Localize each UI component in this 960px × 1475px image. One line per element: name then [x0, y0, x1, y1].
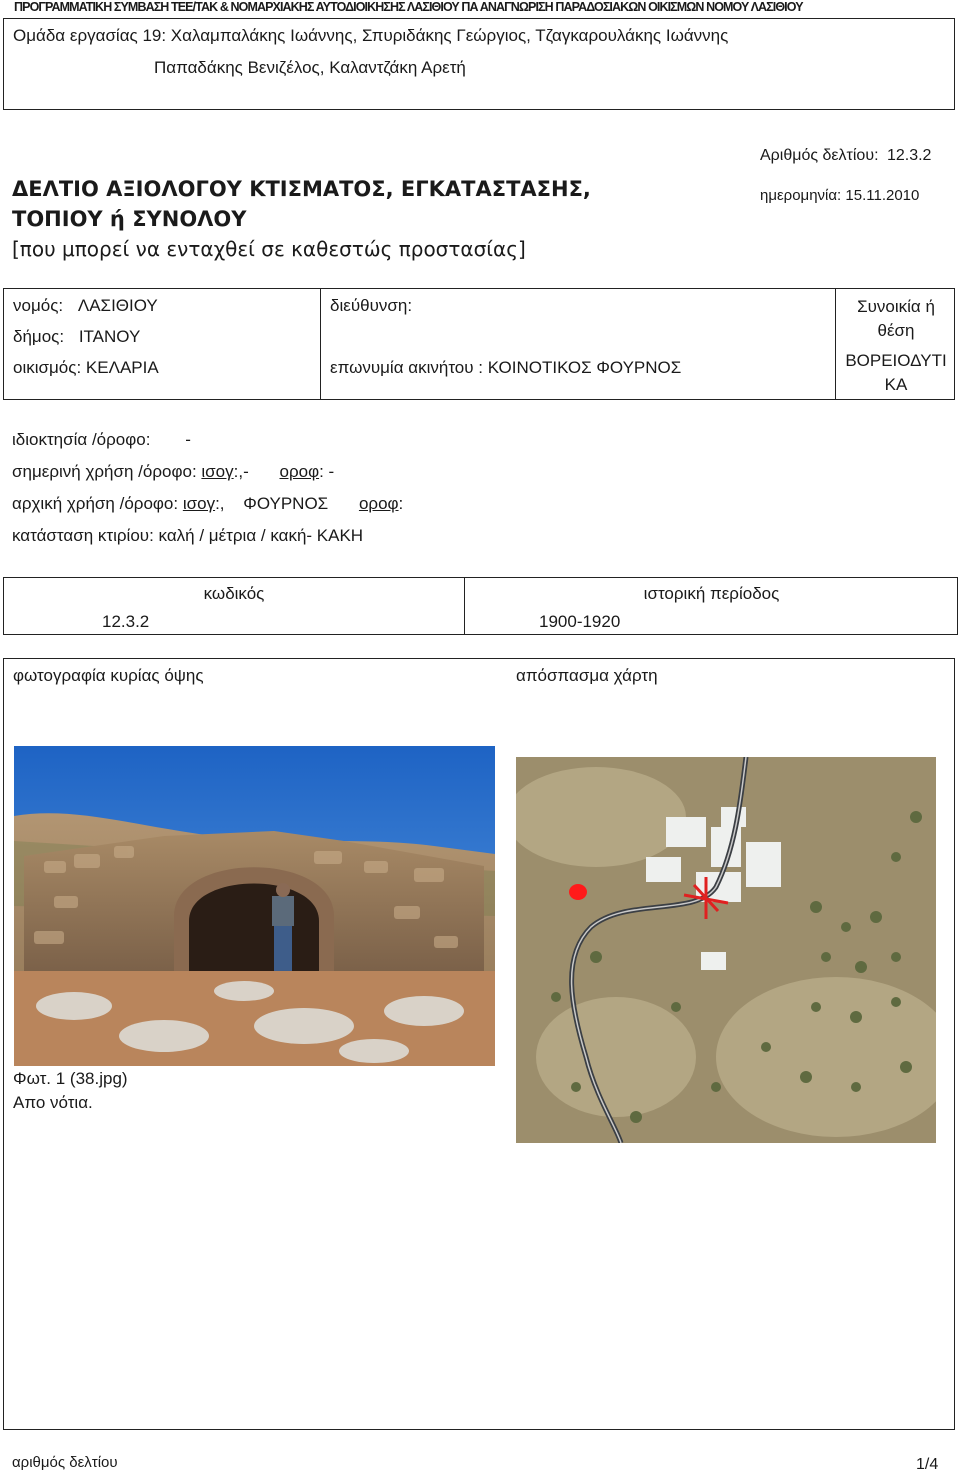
original-use-floor: οροφ	[358, 494, 399, 513]
record-date-label: ημερομηνία:	[760, 187, 842, 204]
prefecture-label: νομός:	[13, 296, 64, 315]
municipality-label: δήμος:	[13, 327, 65, 346]
ownership-value: -	[185, 430, 191, 449]
current-use-floor: οροφ	[279, 462, 320, 481]
location-table	[3, 288, 955, 400]
program-header: ΠΡΟΓΡΑΜΜΑΤΙΚΗ ΣΥΜΒΑΣΗ ΤΕΕ/ΤΑΚ & ΝΟΜΑΡΧΙΑΚΗΣ ΑΥΤΟΔΙΟΙΚΗΣΗΣ ΛΑΣΙΘΙΟΥ ΠΑ ΑΝΑΓΝΩΡΙΣΗ ΠΑΡΑΔΟΣΙΑΚΩΝ ΟΙΚΙΣΜΩΝ ΝΟΜΟΥ ΛΑΣΙΘΙΟΥ	[14, 0, 803, 14]
period-label: ιστορική περίοδος	[643, 584, 780, 603]
original-use	[12, 494, 403, 514]
team-line-1: Ομάδα εργασίας 19: Χαλαμπαλάκης Ιωάννης, Σπυριδάκης Γεώργιος, Τζαγκαρουλάκης Ιωάννης	[13, 26, 729, 45]
map-marker-dot	[569, 884, 587, 900]
photo-caption-2: Απο νότια.	[13, 1093, 93, 1112]
map-extract	[516, 757, 936, 1143]
title-line-2: ΤΟΠΙΟΥ ή ΣΥΝΟΛΟΥ	[12, 207, 247, 231]
page-number: 1/4	[916, 1456, 939, 1473]
footer-record-label: αριθμός δελτίου	[12, 1454, 118, 1471]
settlement	[13, 358, 159, 378]
settlement-label: οικισμός:	[13, 358, 82, 377]
municipality-value: ΙΤΑΝΟΥ	[78, 327, 141, 346]
title-line-1: ΔΕΛΤΙΟ ΑΞΙΟΛΟΓΟΥ ΚΤΙΣΜΑΤΟΣ, ΕΓΚΑΤΑΣΤΑΣΗΣ,	[12, 177, 591, 201]
title-line-3: [που μπορεί να ενταχθεί σε καθεστώς προστασίας]	[12, 237, 526, 261]
ownership	[12, 430, 191, 450]
current-use-ground-value: :,-	[233, 462, 249, 481]
original-use-value: ΦΟΥΡΝΟΣ	[243, 494, 329, 513]
images-box	[3, 658, 955, 1430]
team-box	[3, 18, 955, 110]
current-use-floor-value: : -	[319, 462, 335, 481]
record-number-value: 12.3.2	[886, 147, 932, 164]
current-use-label: σημερινή χρήση /όροφο:	[12, 462, 197, 481]
prefecture	[13, 296, 158, 316]
condition-value: καλή / μέτρια / κακή- ΚΑΚΗ	[158, 526, 364, 545]
ownership-label: ιδιοκτησία /όροφο:	[12, 430, 151, 449]
record-number-label: Αριθμός δελτίου:	[760, 147, 879, 164]
record-date	[760, 187, 919, 204]
condition-label: κατάσταση κτιρίου:	[12, 526, 154, 545]
code-label: κωδικός	[203, 584, 265, 603]
district-label-2: θέση	[877, 321, 915, 340]
original-use-floor-value: :	[398, 494, 404, 513]
district-value-2: ΚΑ	[884, 375, 908, 394]
municipality	[13, 327, 140, 347]
current-use	[12, 462, 334, 482]
photo-label: φωτογραφία κυρίας όψης	[13, 666, 204, 685]
building-condition	[12, 526, 363, 546]
team-line-2: Παπαδάκης Βενιζέλος, Καλαντζάκη Αρετή	[154, 58, 466, 77]
period-value: 1900-1920	[539, 612, 621, 631]
original-use-ground: ισογ	[182, 494, 216, 513]
address-label: διεύθυνση:	[330, 296, 413, 315]
district-label-1: Συνοικία ή	[857, 297, 935, 316]
current-use-ground: ισογ	[201, 462, 234, 481]
district-cell	[836, 295, 956, 397]
code-value: 12.3.2	[102, 612, 150, 631]
code-table	[3, 577, 958, 635]
property-name: επωνυμία ακινήτου : ΚΟΙΝΟΤΙΚΟΣ ΦΟΥΡΝΟΣ	[330, 358, 682, 377]
facade-photo	[14, 746, 495, 1066]
record-number	[760, 147, 931, 165]
district-value-1: ΒΟΡΕΙΟΔΥΤΙ	[845, 351, 947, 370]
photo-caption-1: Φωτ. 1 (38.jpg)	[13, 1069, 128, 1088]
record-date-value: 15.11.2010	[845, 187, 920, 204]
original-use-label: αρχική χρήση /όροφο:	[12, 494, 179, 513]
settlement-value: ΚΕΛΑΡΙΑ	[85, 358, 159, 377]
map-label: απόσπασμα χάρτη	[516, 666, 658, 685]
original-use-ground-value: :,	[215, 494, 225, 513]
prefecture-value: ΛΑΣΙΘΙΟΥ	[77, 296, 158, 315]
document-title	[12, 174, 591, 264]
